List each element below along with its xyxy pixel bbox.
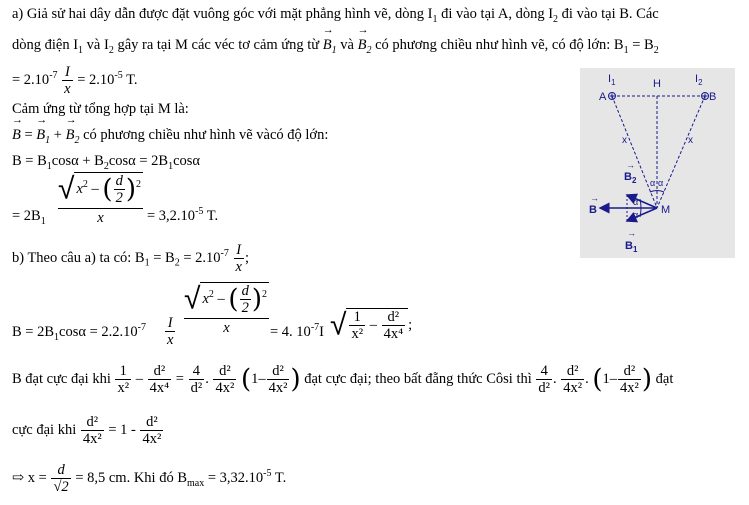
sqrt-expression: √ $x^2$ – ( $\frac{d}{2}$ )$^2$ x xyxy=(58,171,141,226)
label-b-total: B xyxy=(589,204,597,216)
label-b1: $B_1$ xyxy=(625,240,638,254)
label-h: H xyxy=(653,78,661,90)
svg-text:→: → xyxy=(626,160,635,170)
para-a-line1: a) Giả sử hai dây dẫn được đặt vuông góc với mặt phẳng hình vẽ, dòng $I_1$ đi vào tại A, dòng $I_2$ đi vào tại B. Các xyxy=(12,6,659,25)
vector-b1-arrow xyxy=(627,208,657,221)
segment-am xyxy=(612,96,657,208)
para-b-line5: ⇨ x = $\frac{d}{√2}$ = 8,5 cm. Khi đó $B_{max} = 3,32.10^{-5}$ T. xyxy=(12,462,287,496)
label-alpha-top-right: α xyxy=(658,178,664,188)
vector-b2: → $B_2$ xyxy=(358,36,372,54)
label-b2: $B_2$ xyxy=(624,171,637,185)
svg-text:→: → xyxy=(627,228,636,238)
label-m: M xyxy=(661,204,671,216)
sqrt-expression-b: √ $x^2$ – ( $\frac{d}{2}$ )$^2$ x xyxy=(184,281,267,336)
physics-figure xyxy=(580,68,735,258)
para-b-line4: cực đại khi $\frac{\text{d²}}{\text{4x²}}$ = 1 - $\frac{\text{d²}}{\text{4x²}}$ xyxy=(12,414,162,448)
para-a-line6: $B = B_1\cos\alpha + B_2\cos\alpha = 2B_1\cos\alpha$ xyxy=(12,153,201,172)
label-alpha-top-left: α xyxy=(650,178,656,188)
para-a-line3: = $2.10^{-7}$ $\frac{I}{x}$ = $2.10^{-5}$ T. xyxy=(12,64,138,97)
label-x-right: x xyxy=(688,135,693,146)
para-a-line4: Cảm ứng từ tổng hợp tại M là: xyxy=(12,101,189,117)
label-i2: $I_2$ xyxy=(695,73,703,87)
fraction-i-over-x: $\frac{I}{x}$ xyxy=(64,64,71,97)
svg-text:→: → xyxy=(590,193,599,203)
label-alpha-left-top: α xyxy=(633,197,639,207)
figure-svg xyxy=(580,68,735,258)
label-b-point: B xyxy=(709,91,717,103)
para-a-line2: dòng điện $I_1$ và $I_2$ gây ra tại M các véc tơ cảm ứng từ → $B_1$ và → $B_2$ có phương chiều như hình vẽ, có độ lớn: $B_1 = B_2$ xyxy=(12,36,659,54)
label-i1: $I_1$ xyxy=(608,73,616,87)
vector-b1: → $B_1$ xyxy=(323,36,337,54)
para-a-line5: → B = → $B_1$ + → $B_2$ có phương chiều như hình vẽ vàcó độ lớn: xyxy=(12,126,328,144)
label-x-left: x xyxy=(622,135,627,146)
para-b-line3: B đạt cực đại khi $\frac{1}{\text{x²}}$ – $\frac{\text{d²}}{\text{4x⁴}}$ = $\frac{4}{\text{d²}}$ . $\frac{\text{d²}}{\text{4x²}}$ (1– $\frac{\text{d²}}{\text{4x²}}$ ) đạt cực đại; theo bất đẵng thức Côsi thì $\frac{4}{\text{d²}}$ . $\frac{\text{d²}}{\text{4x²}}$ . (1– $\frac{\text{d²}}{\text{4x²}}$ ) đạt xyxy=(12,363,674,397)
label-alpha-left-bottom: α xyxy=(633,210,639,220)
segment-bm xyxy=(657,96,705,208)
label-a: A xyxy=(599,91,607,103)
para-b-line1: b) Theo câu a) ta có: $B_1 = B_2 = 2.10^{-7}$ $\frac{I}{x}$ ; xyxy=(12,242,249,275)
implies-arrow-icon: ⇨ xyxy=(12,470,25,486)
vector-b2-arrow xyxy=(627,195,657,208)
